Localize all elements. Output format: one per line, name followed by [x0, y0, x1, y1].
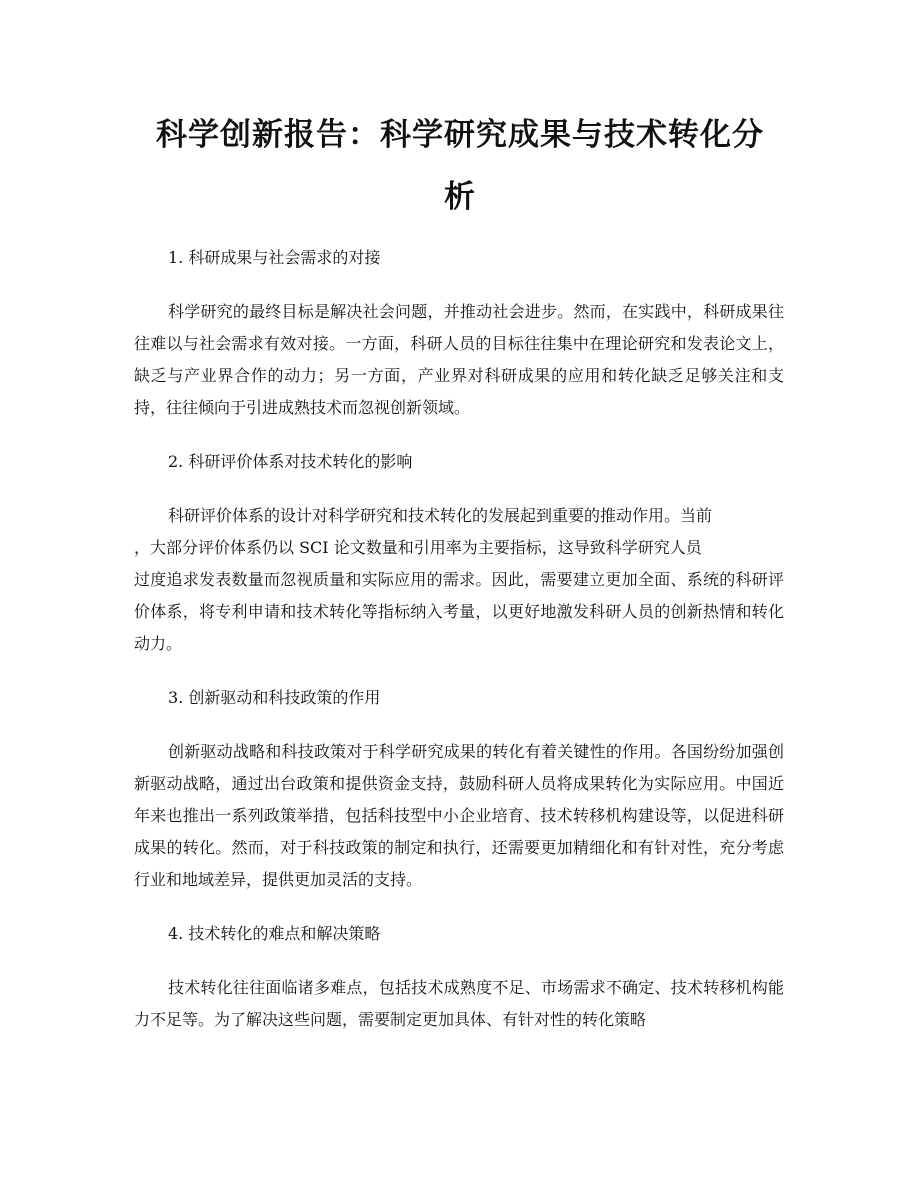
- section-heading-2: 2. 科研评价体系对技术转化的影响: [168, 452, 413, 471]
- section-paragraph-4: 技术转化往往面临诸多难点，包括技术成熟度不足、市场需求不确定、技术转移机构能力不足等。为了解决这些问题，需要制定更加具体、有针对性的转化策略: [134, 978, 784, 1029]
- document-body: [134, 242, 784, 1058]
- document-title: 科学创新报告：科学研究成果与技术转化分 析: [156, 117, 764, 215]
- section-paragraph-3: 创新驱动战略和科技政策对于科学研究成果的转化有着关键性的作用。各国纷纷加强创新驱动战略，通过出台政策和提供资金支持，鼓励科研人员将成果转化为实际应用。中国近年来也推出一系列政策举措，包括科技型中小企业培育、技术转移机构建设等，以促进科研成果的转化。然而，对于科技政策的制定和执行，还需要更加精细化和有针对性，充分考虑行业和地域差异，提供更加灵活的支持。: [134, 742, 784, 889]
- section-paragraph-1: 科学研究的最终目标是解决社会问题，并推动社会进步。然而，在实践中，科研成果往往难以与社会需求有效对接。一方面，科研人员的目标往往集中在理论研究和发表论文上，缺乏与产业界合作的动力；另一方面，产业界对科研成果的应用和转化缺乏足够关注和支持，往往倾向于引进成熟技术而忽视创新领域。: [134, 302, 784, 417]
- section-heading-4: 4. 技术转化的难点和解决策略: [168, 924, 381, 943]
- section-heading-3: 3. 创新驱动和科技政策的作用: [168, 688, 381, 707]
- section-heading-1: 1. 科研成果与社会需求的对接: [168, 248, 381, 267]
- section-paragraph-2: 科研评价体系的设计对科学研究和技术转化的发展起到重要的推动作用。当前 ，大部分评价体系仍以 SCI 论文数量和引用率为主要指标，这导致科学研究人员 过度追求发表数量而忽视质量和实际应用的需求。因此，需要建立更加全面、系统的科研评价体系，将专利申请和技术转化等指标纳入考量，以更好地激发科研人员的创新热情和转化动力。: [134, 506, 784, 653]
